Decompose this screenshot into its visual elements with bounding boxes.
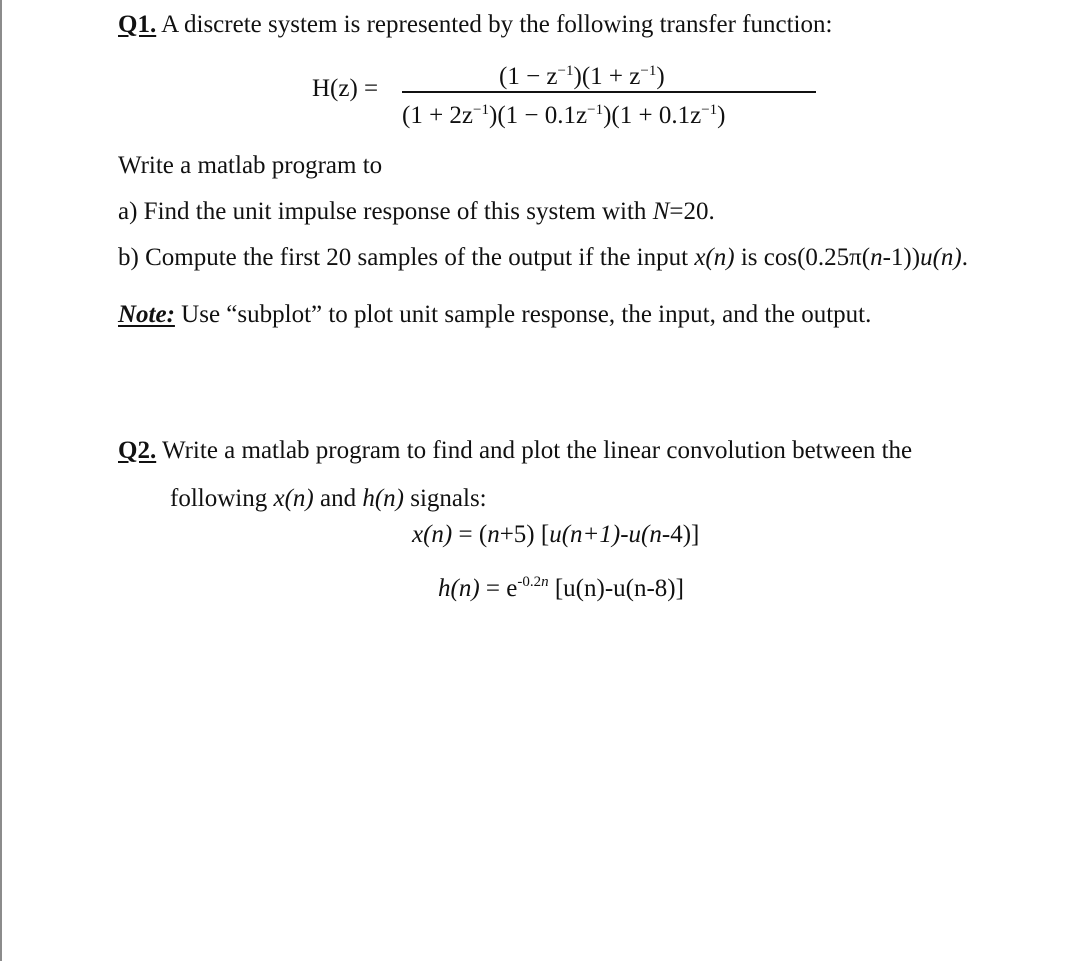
q2-line-2: following x(n) and h(n) signals: <box>170 485 487 512</box>
transfer-function-denominator: $(1 + 2z^{-1})(1 - 0.1z^{-1})(1 + 0.1z^{-1})$ <box>402 102 726 129</box>
q2-line-1: Q2. Write a matlab program to find and plot the linear convolution between the <box>118 437 913 464</box>
q2-equation-h: $h(n) = e^{-0.2n}$ [u(n)-u(n-8)] <box>438 574 684 602</box>
transfer-function-lhs: H(z) = <box>312 75 379 102</box>
note-text: Use “subplot” to plot unit sample response, the input, and the output. <box>174 301 872 328</box>
q1-instruction: Write a matlab program to <box>118 152 383 179</box>
q1-heading <box>118 10 832 40</box>
q2-equation-x: x(n) = (n+5) [u(n+1)-u(n-4)] <box>412 521 700 548</box>
page-left-border <box>0 0 2 961</box>
q1-number: Q1. <box>118 11 157 38</box>
q1-part-a: a) Find the unit impulse response of this system with N=20. <box>118 198 715 225</box>
q2-number: Q2. <box>118 437 157 464</box>
note-label: Note: <box>118 301 175 328</box>
fraction-bar <box>402 91 816 93</box>
q2-paragraph <box>118 427 1012 523</box>
transfer-function-numerator: $(1 - z^{-1})(1 + z^{-1})$ <box>499 63 665 90</box>
q1-note <box>118 300 871 330</box>
q1-prompt: A discrete system is represented by the following transfer function: <box>161 11 833 38</box>
q1-part-b: b) Compute the first 20 samples of the output if the input x(n) is cos(0.25π(n-1))u(n). <box>118 244 968 271</box>
